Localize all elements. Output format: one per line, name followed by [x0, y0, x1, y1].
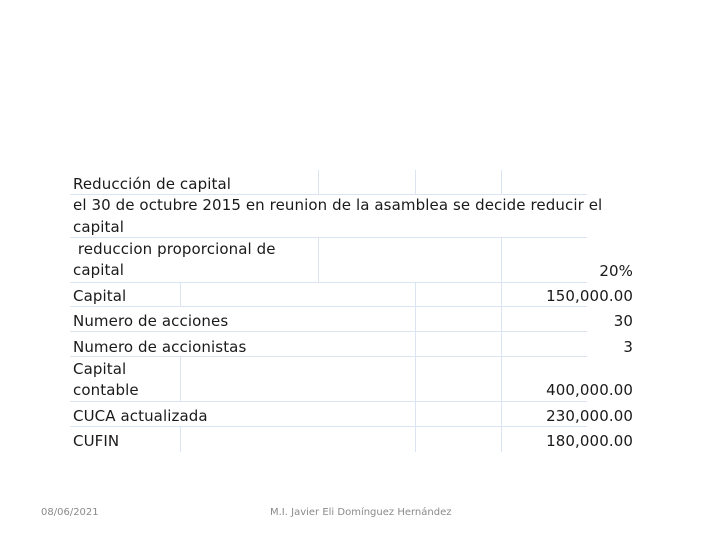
table-cell — [181, 357, 415, 401]
row-value-cuca: 230,000.00 — [546, 407, 633, 425]
table-cell — [416, 357, 501, 401]
row-label-capital: Capital — [73, 287, 127, 305]
table-cell — [319, 170, 415, 194]
table-cell — [502, 307, 587, 331]
row-label-capital-contable: contable — [73, 381, 139, 399]
row-label-accionistas: Numero de accionistas — [73, 338, 247, 356]
table-cell — [181, 283, 415, 306]
footer-author: M.I. Javier Eli Domínguez Hernández — [270, 507, 452, 518]
table-cell — [416, 283, 501, 306]
row-label-capital-contable: Capital — [73, 360, 127, 378]
table-cell — [502, 238, 587, 282]
table-title: Reducción de capital — [73, 175, 232, 193]
row-value-cufin: 180,000.00 — [546, 432, 633, 450]
row-value-acciones: 30 — [613, 312, 633, 330]
table-cell — [416, 170, 501, 194]
table-cell — [416, 307, 501, 331]
description-line: el 30 de octubre 2015 en reunion de la asamblea se decide reducir el — [73, 196, 603, 214]
footer-date: 08/06/2021 — [41, 507, 99, 518]
table-cell — [181, 427, 415, 452]
row-value-accionistas: 3 — [623, 338, 633, 356]
row-label-cufin: CUFIN — [73, 432, 120, 450]
table-cell — [502, 332, 587, 356]
table-cell — [319, 238, 501, 282]
row-value-capital-contable: 400,000.00 — [546, 381, 633, 399]
reduction-value: 20% — [599, 262, 633, 280]
row-label-cuca: CUCA actualizada — [73, 407, 208, 425]
description-line: capital — [73, 218, 125, 236]
table-cell — [416, 427, 501, 452]
row-label-acciones: Numero de acciones — [73, 312, 229, 330]
table-cell — [416, 332, 501, 356]
row-value-capital: 150,000.00 — [546, 287, 633, 305]
table-cell — [416, 402, 501, 426]
table-cell — [502, 170, 587, 194]
reduction-label: reduccion proporcional de — [73, 240, 276, 258]
reduction-label: capital — [73, 261, 125, 279]
